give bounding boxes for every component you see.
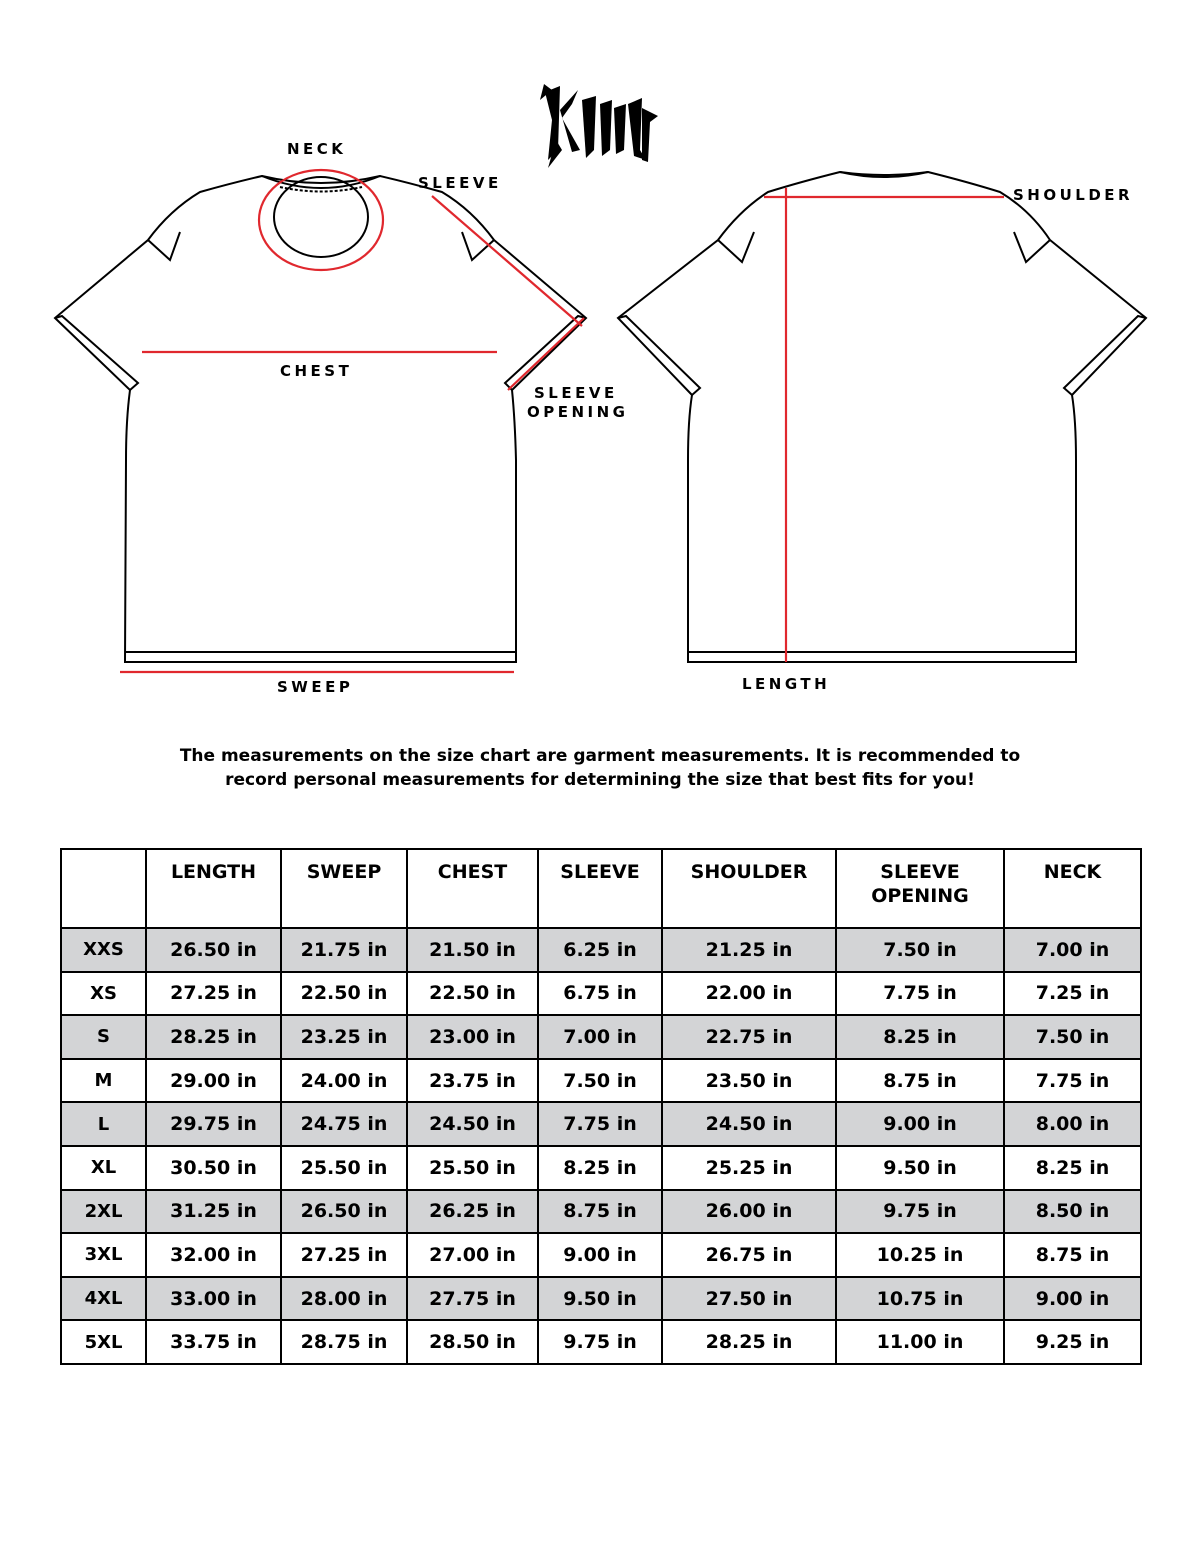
measurement-cell: 7.75 in bbox=[836, 972, 1004, 1016]
measurement-cell: 8.25 in bbox=[1004, 1146, 1141, 1190]
measurement-cell: 22.00 in bbox=[662, 972, 836, 1016]
measurement-cell: 33.75 in bbox=[146, 1320, 281, 1364]
measurement-cell: 26.25 in bbox=[407, 1190, 538, 1234]
measurement-cell: 7.50 in bbox=[538, 1059, 662, 1103]
label-neck: NECK bbox=[287, 140, 347, 158]
measurement-cell: 8.25 in bbox=[836, 1015, 1004, 1059]
measurement-cell: 6.75 in bbox=[538, 972, 662, 1016]
measurement-cell: 11.00 in bbox=[836, 1320, 1004, 1364]
measurement-cell: 25.50 in bbox=[407, 1146, 538, 1190]
measurement-cell: 25.25 in bbox=[662, 1146, 836, 1190]
measurement-cell: 8.75 in bbox=[1004, 1233, 1141, 1277]
table-row bbox=[61, 1320, 1141, 1364]
measurement-cell: 26.50 in bbox=[146, 928, 281, 972]
table-row bbox=[61, 1277, 1141, 1321]
measurement-cell: 29.75 in bbox=[146, 1102, 281, 1146]
measurement-cell: 9.75 in bbox=[836, 1190, 1004, 1234]
measurement-cell: 32.00 in bbox=[146, 1233, 281, 1277]
measurement-cell: 21.75 in bbox=[281, 928, 407, 972]
measurement-cell: 10.25 in bbox=[836, 1233, 1004, 1277]
measurement-cell: 24.50 in bbox=[662, 1102, 836, 1146]
brand-logo bbox=[540, 84, 658, 168]
measurement-cell: 23.00 in bbox=[407, 1015, 538, 1059]
header-cell-sleeve-opening: SLEEVE OPENING bbox=[836, 849, 1004, 928]
measurement-cell: 23.75 in bbox=[407, 1059, 538, 1103]
table-row bbox=[61, 972, 1141, 1016]
table-row bbox=[61, 1015, 1141, 1059]
measurement-cell: 10.75 in bbox=[836, 1277, 1004, 1321]
label-sleeve-opening-2: OPENING bbox=[527, 403, 629, 421]
measurement-cell: 26.00 in bbox=[662, 1190, 836, 1234]
size-label-cell: XS bbox=[61, 972, 146, 1016]
measurement-cell: 24.75 in bbox=[281, 1102, 407, 1146]
size-label-cell: L bbox=[61, 1102, 146, 1146]
measurement-cell: 8.50 in bbox=[1004, 1190, 1141, 1234]
header-cell-length: LENGTH bbox=[146, 849, 281, 928]
measurement-cell: 28.75 in bbox=[281, 1320, 407, 1364]
back-measure-lines bbox=[764, 188, 1004, 662]
size-label-cell: XL bbox=[61, 1146, 146, 1190]
measurement-cell: 22.75 in bbox=[662, 1015, 836, 1059]
measurement-cell: 8.00 in bbox=[1004, 1102, 1141, 1146]
measurement-cell: 27.25 in bbox=[146, 972, 281, 1016]
size-label-cell: 4XL bbox=[61, 1277, 146, 1321]
measurement-cell: 21.50 in bbox=[407, 928, 538, 972]
measurement-cell: 7.25 in bbox=[1004, 972, 1141, 1016]
back-shirt-outline bbox=[618, 172, 1146, 662]
table-body bbox=[61, 928, 1141, 1364]
measurement-note bbox=[100, 744, 1100, 792]
measurement-cell: 8.25 in bbox=[538, 1146, 662, 1190]
measurement-cell: 25.50 in bbox=[281, 1146, 407, 1190]
header-cell-size bbox=[61, 849, 146, 928]
measurement-cell: 7.75 in bbox=[1004, 1059, 1141, 1103]
measurement-cell: 30.50 in bbox=[146, 1146, 281, 1190]
measurement-cell: 22.50 in bbox=[281, 972, 407, 1016]
table-row bbox=[61, 1233, 1141, 1277]
measurement-cell: 26.50 in bbox=[281, 1190, 407, 1234]
table-row bbox=[61, 928, 1141, 972]
header-cell-sleeve: SLEEVE bbox=[538, 849, 662, 928]
label-sweep: SWEEP bbox=[277, 678, 354, 696]
garment-diagram bbox=[0, 0, 1200, 720]
measurement-cell: 9.25 in bbox=[1004, 1320, 1141, 1364]
label-chest: CHEST bbox=[280, 362, 353, 380]
header-cell-chest: CHEST bbox=[407, 849, 538, 928]
header-cell-sweep: SWEEP bbox=[281, 849, 407, 928]
measurement-cell: 26.75 in bbox=[662, 1233, 836, 1277]
size-label-cell: S bbox=[61, 1015, 146, 1059]
measurement-cell: 9.00 in bbox=[1004, 1277, 1141, 1321]
measurement-cell: 27.25 in bbox=[281, 1233, 407, 1277]
measurement-cell: 7.50 in bbox=[836, 928, 1004, 972]
size-chart-table bbox=[60, 848, 1142, 1365]
measurement-cell: 33.00 in bbox=[146, 1277, 281, 1321]
measurement-cell: 9.50 in bbox=[836, 1146, 1004, 1190]
measurement-cell: 9.00 in bbox=[836, 1102, 1004, 1146]
label-shoulder: SHOULDER bbox=[1013, 186, 1134, 204]
measurement-cell: 21.25 in bbox=[662, 928, 836, 972]
measurement-cell: 24.00 in bbox=[281, 1059, 407, 1103]
note-line-2: record personal measurements for determining the size that best fits for you! bbox=[225, 770, 975, 790]
header-cell-shoulder: SHOULDER bbox=[662, 849, 836, 928]
table-row bbox=[61, 1146, 1141, 1190]
measurement-cell: 23.25 in bbox=[281, 1015, 407, 1059]
measurement-cell: 22.50 in bbox=[407, 972, 538, 1016]
table-header-row bbox=[61, 849, 1141, 928]
measurement-cell: 6.25 in bbox=[538, 928, 662, 972]
measurement-cell: 9.50 in bbox=[538, 1277, 662, 1321]
measurement-cell: 28.50 in bbox=[407, 1320, 538, 1364]
table-row bbox=[61, 1059, 1141, 1103]
measurement-cell: 8.75 in bbox=[836, 1059, 1004, 1103]
measurement-cell: 7.00 in bbox=[538, 1015, 662, 1059]
measurement-cell: 8.75 in bbox=[538, 1190, 662, 1234]
measurement-cell: 7.75 in bbox=[538, 1102, 662, 1146]
measurement-cell: 23.50 in bbox=[662, 1059, 836, 1103]
measurement-cell: 27.75 in bbox=[407, 1277, 538, 1321]
size-label-cell: XXS bbox=[61, 928, 146, 972]
measurement-cell: 27.50 in bbox=[662, 1277, 836, 1321]
size-label-cell: 2XL bbox=[61, 1190, 146, 1234]
measurement-cell: 7.50 in bbox=[1004, 1015, 1141, 1059]
front-shirt-outline bbox=[55, 176, 586, 662]
measurement-cell: 9.00 in bbox=[538, 1233, 662, 1277]
header-cell-neck: NECK bbox=[1004, 849, 1141, 928]
table-row bbox=[61, 1190, 1141, 1234]
size-label-cell: 5XL bbox=[61, 1320, 146, 1364]
note-line-1: The measurements on the size chart are garment measurements. It is recommended to bbox=[179, 746, 1021, 766]
measurement-cell: 24.50 in bbox=[407, 1102, 538, 1146]
measurement-cell: 28.25 in bbox=[662, 1320, 836, 1364]
measurement-cell: 7.00 in bbox=[1004, 928, 1141, 972]
measurement-cell: 31.25 in bbox=[146, 1190, 281, 1234]
label-sleeve: SLEEVE bbox=[418, 174, 502, 192]
measurement-cell: 9.75 in bbox=[538, 1320, 662, 1364]
label-length: LENGTH bbox=[742, 675, 831, 693]
label-sleeve-opening-1: SLEEVE bbox=[534, 384, 618, 402]
measurement-cell: 28.25 in bbox=[146, 1015, 281, 1059]
size-label-cell: M bbox=[61, 1059, 146, 1103]
measurement-cell: 27.00 in bbox=[407, 1233, 538, 1277]
measurement-cell: 29.00 in bbox=[146, 1059, 281, 1103]
measurement-cell: 28.00 in bbox=[281, 1277, 407, 1321]
table-row bbox=[61, 1102, 1141, 1146]
size-label-cell: 3XL bbox=[61, 1233, 146, 1277]
